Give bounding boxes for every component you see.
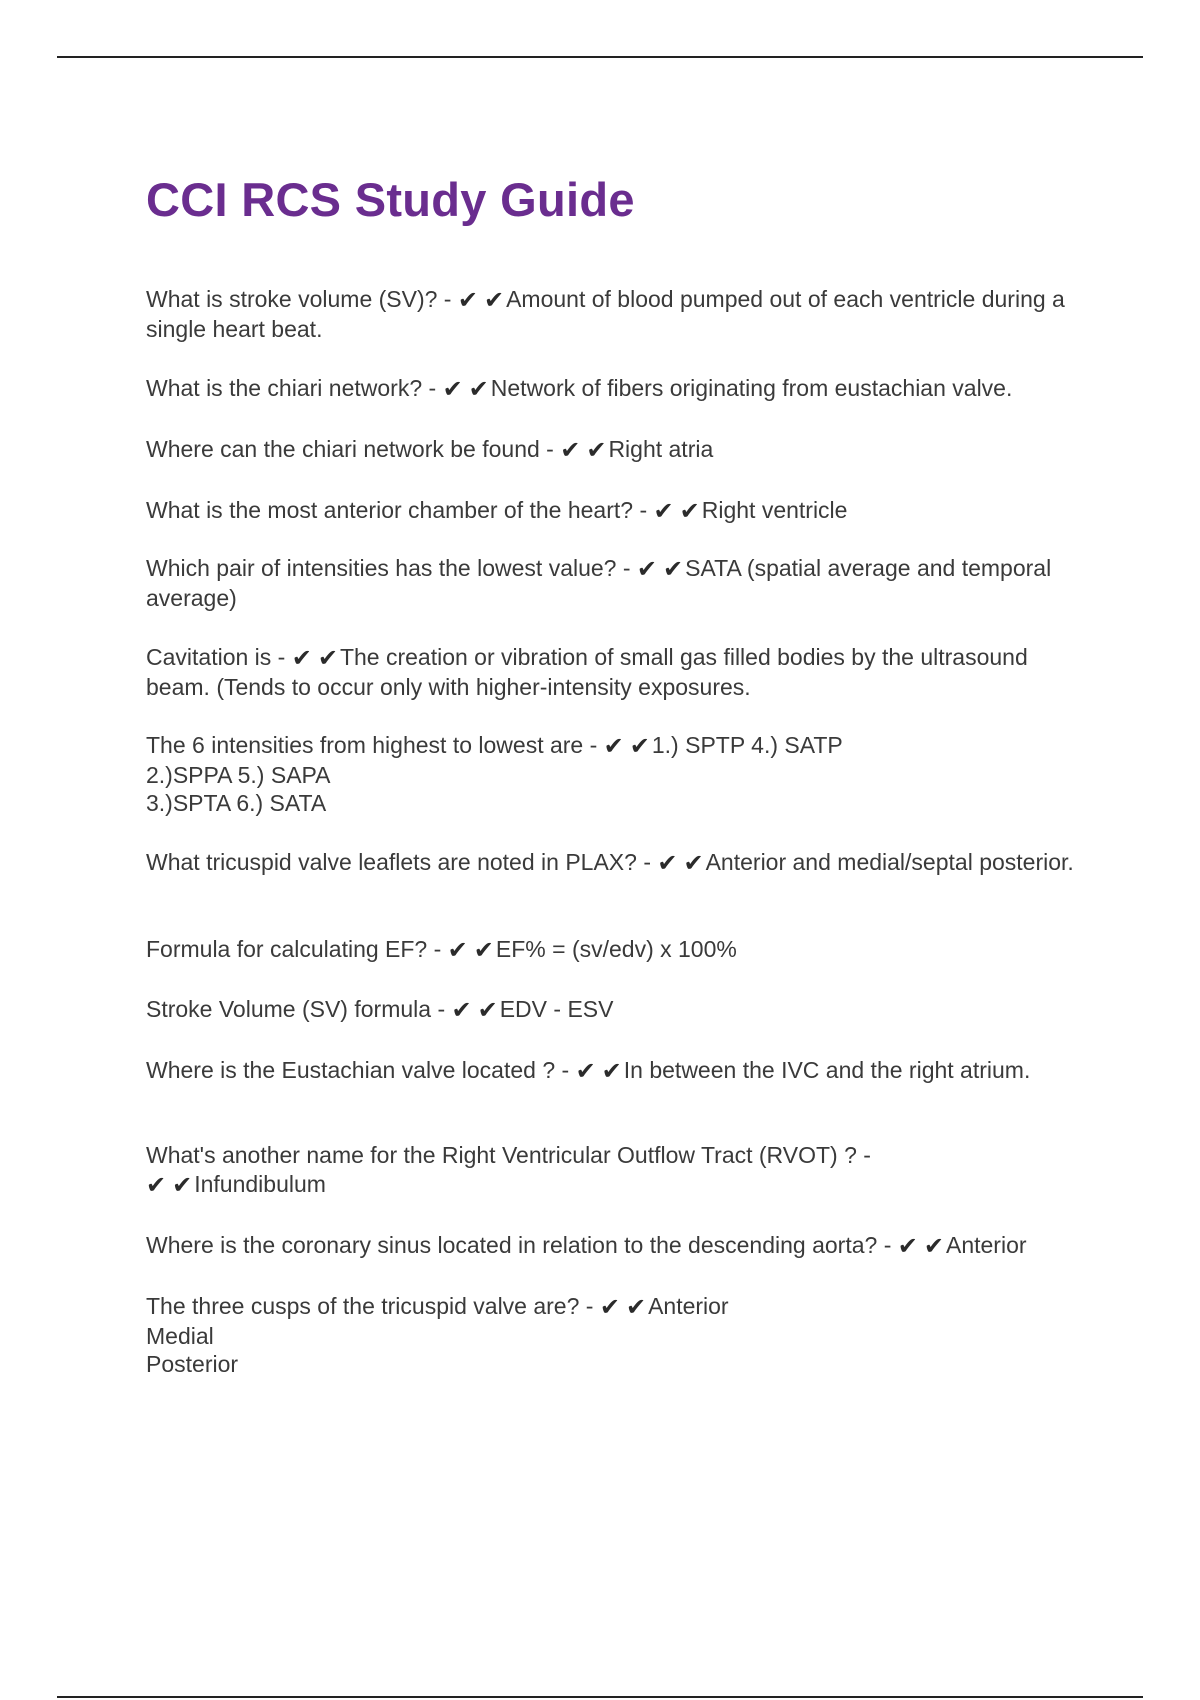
- qa-item: [146, 435, 1096, 465]
- qa-item: [146, 1056, 1096, 1086]
- question-text: Where can the chiari network be found -: [146, 436, 561, 462]
- question-text: Stroke Volume (SV) formula -: [146, 996, 452, 1022]
- answer-text: Anterior and medial/septal posterior.: [705, 849, 1074, 875]
- check-icon: ✔: [657, 849, 678, 877]
- qa-item: [146, 554, 1096, 612]
- qa-item: [146, 1292, 1096, 1379]
- check-icon: ✔: [601, 1057, 622, 1085]
- check-icon: ✔: [560, 436, 581, 464]
- check-icon: ✔: [483, 286, 505, 314]
- check-icon: ✔: [603, 732, 624, 760]
- check-icon: ✔: [653, 497, 674, 525]
- check-icon: ✔: [586, 436, 607, 464]
- check-icon: ✔: [625, 1293, 647, 1321]
- check-icon: ✔: [447, 936, 468, 964]
- answer-text: EF% = (sv/edv) x 100%: [495, 936, 737, 962]
- check-icon: ✔: [146, 1170, 167, 1199]
- qa-item: [146, 374, 1096, 404]
- check-icon: ✔: [451, 996, 472, 1024]
- question-text: What tricuspid valve leaflets are noted in PLAX? -: [146, 849, 658, 875]
- question-text: Where is the Eustachian valve located ? -: [146, 1057, 576, 1083]
- check-icon: ✔: [442, 375, 463, 403]
- check-icon: ✔: [477, 996, 498, 1024]
- qa-item: [146, 935, 1096, 965]
- question-text: Where is the coronary sinus located in relation to the descending aorta? -: [146, 1232, 898, 1258]
- answer-text: Amount of blood pumped out of each ventricle during a single heart beat.: [146, 286, 1072, 342]
- check-icon: ✔: [636, 555, 658, 583]
- answer-text: Right atria: [608, 436, 714, 462]
- check-icon: ✔: [599, 1293, 620, 1321]
- answer-text: Anterior: [945, 1232, 1027, 1258]
- answer-text: Anterior Medial Posterior: [146, 1293, 729, 1377]
- check-icon: ✔: [473, 936, 494, 964]
- check-icon: ✔: [663, 555, 684, 583]
- answer-text: The creation or vibration of small gas filled bodies by the ultrasound beam. (Tends to occur only with higher-intensity exposures.: [146, 644, 1035, 700]
- check-icon: ✔: [629, 732, 650, 760]
- qa-item: [146, 496, 1096, 526]
- check-icon: ✔: [683, 849, 704, 877]
- page-title: CCI RCS Study Guide: [146, 173, 635, 226]
- qa-item: [146, 285, 1096, 343]
- top-rule: [57, 56, 1143, 58]
- check-icon: ✔: [468, 375, 489, 403]
- check-icon: ✔: [457, 286, 478, 314]
- answer-text: Right ventricle: [701, 497, 848, 523]
- answer-text: Network of fibers originating from eustachian valve.: [490, 375, 1013, 401]
- qa-item: [146, 1231, 1096, 1261]
- check-icon: ✔: [172, 1170, 193, 1199]
- check-icon: ✔: [679, 497, 700, 525]
- answer-text: 1.) SPTP 4.) SATP 2.)SPPA 5.) SAPA 3.)SPTA 6.) SATA: [146, 732, 843, 816]
- question-text: The three cusps of the tricuspid valve are? -: [146, 1293, 600, 1319]
- check-icon: ✔: [923, 1232, 944, 1260]
- qa-item: [146, 731, 1096, 818]
- check-icon: ✔: [575, 1057, 596, 1085]
- answer-text: In between the IVC and the right atrium.: [623, 1057, 1031, 1083]
- check-icon: ✔: [897, 1232, 918, 1260]
- question-text: Which pair of intensities has the lowest value? -: [146, 555, 637, 581]
- bottom-rule: [57, 1696, 1143, 1698]
- question-text: The 6 intensities from highest to lowest are -: [146, 732, 604, 758]
- qa-item: [146, 1141, 1096, 1199]
- check-icon: ✔: [291, 644, 312, 672]
- answer-text: Infundibulum: [194, 1170, 326, 1197]
- question-text: What is the most anterior chamber of the heart? -: [146, 497, 654, 523]
- qa-item: [146, 848, 1096, 878]
- qa-item: [146, 995, 1096, 1025]
- question-text: What is the chiari network? -: [146, 375, 443, 401]
- answer-text: EDV - ESV: [499, 996, 614, 1022]
- answer-text: SATA (spatial average and temporal average): [146, 555, 1058, 611]
- check-icon: ✔: [317, 644, 338, 672]
- question-text: Cavitation is -: [146, 644, 292, 670]
- question-text: What is stroke volume (SV)? -: [146, 286, 458, 312]
- qa-item: [146, 643, 1096, 701]
- question-text: Formula for calculating EF? -: [146, 936, 448, 962]
- question-text: What's another name for the Right Ventricular Outflow Tract (RVOT) ? -: [146, 1142, 871, 1168]
